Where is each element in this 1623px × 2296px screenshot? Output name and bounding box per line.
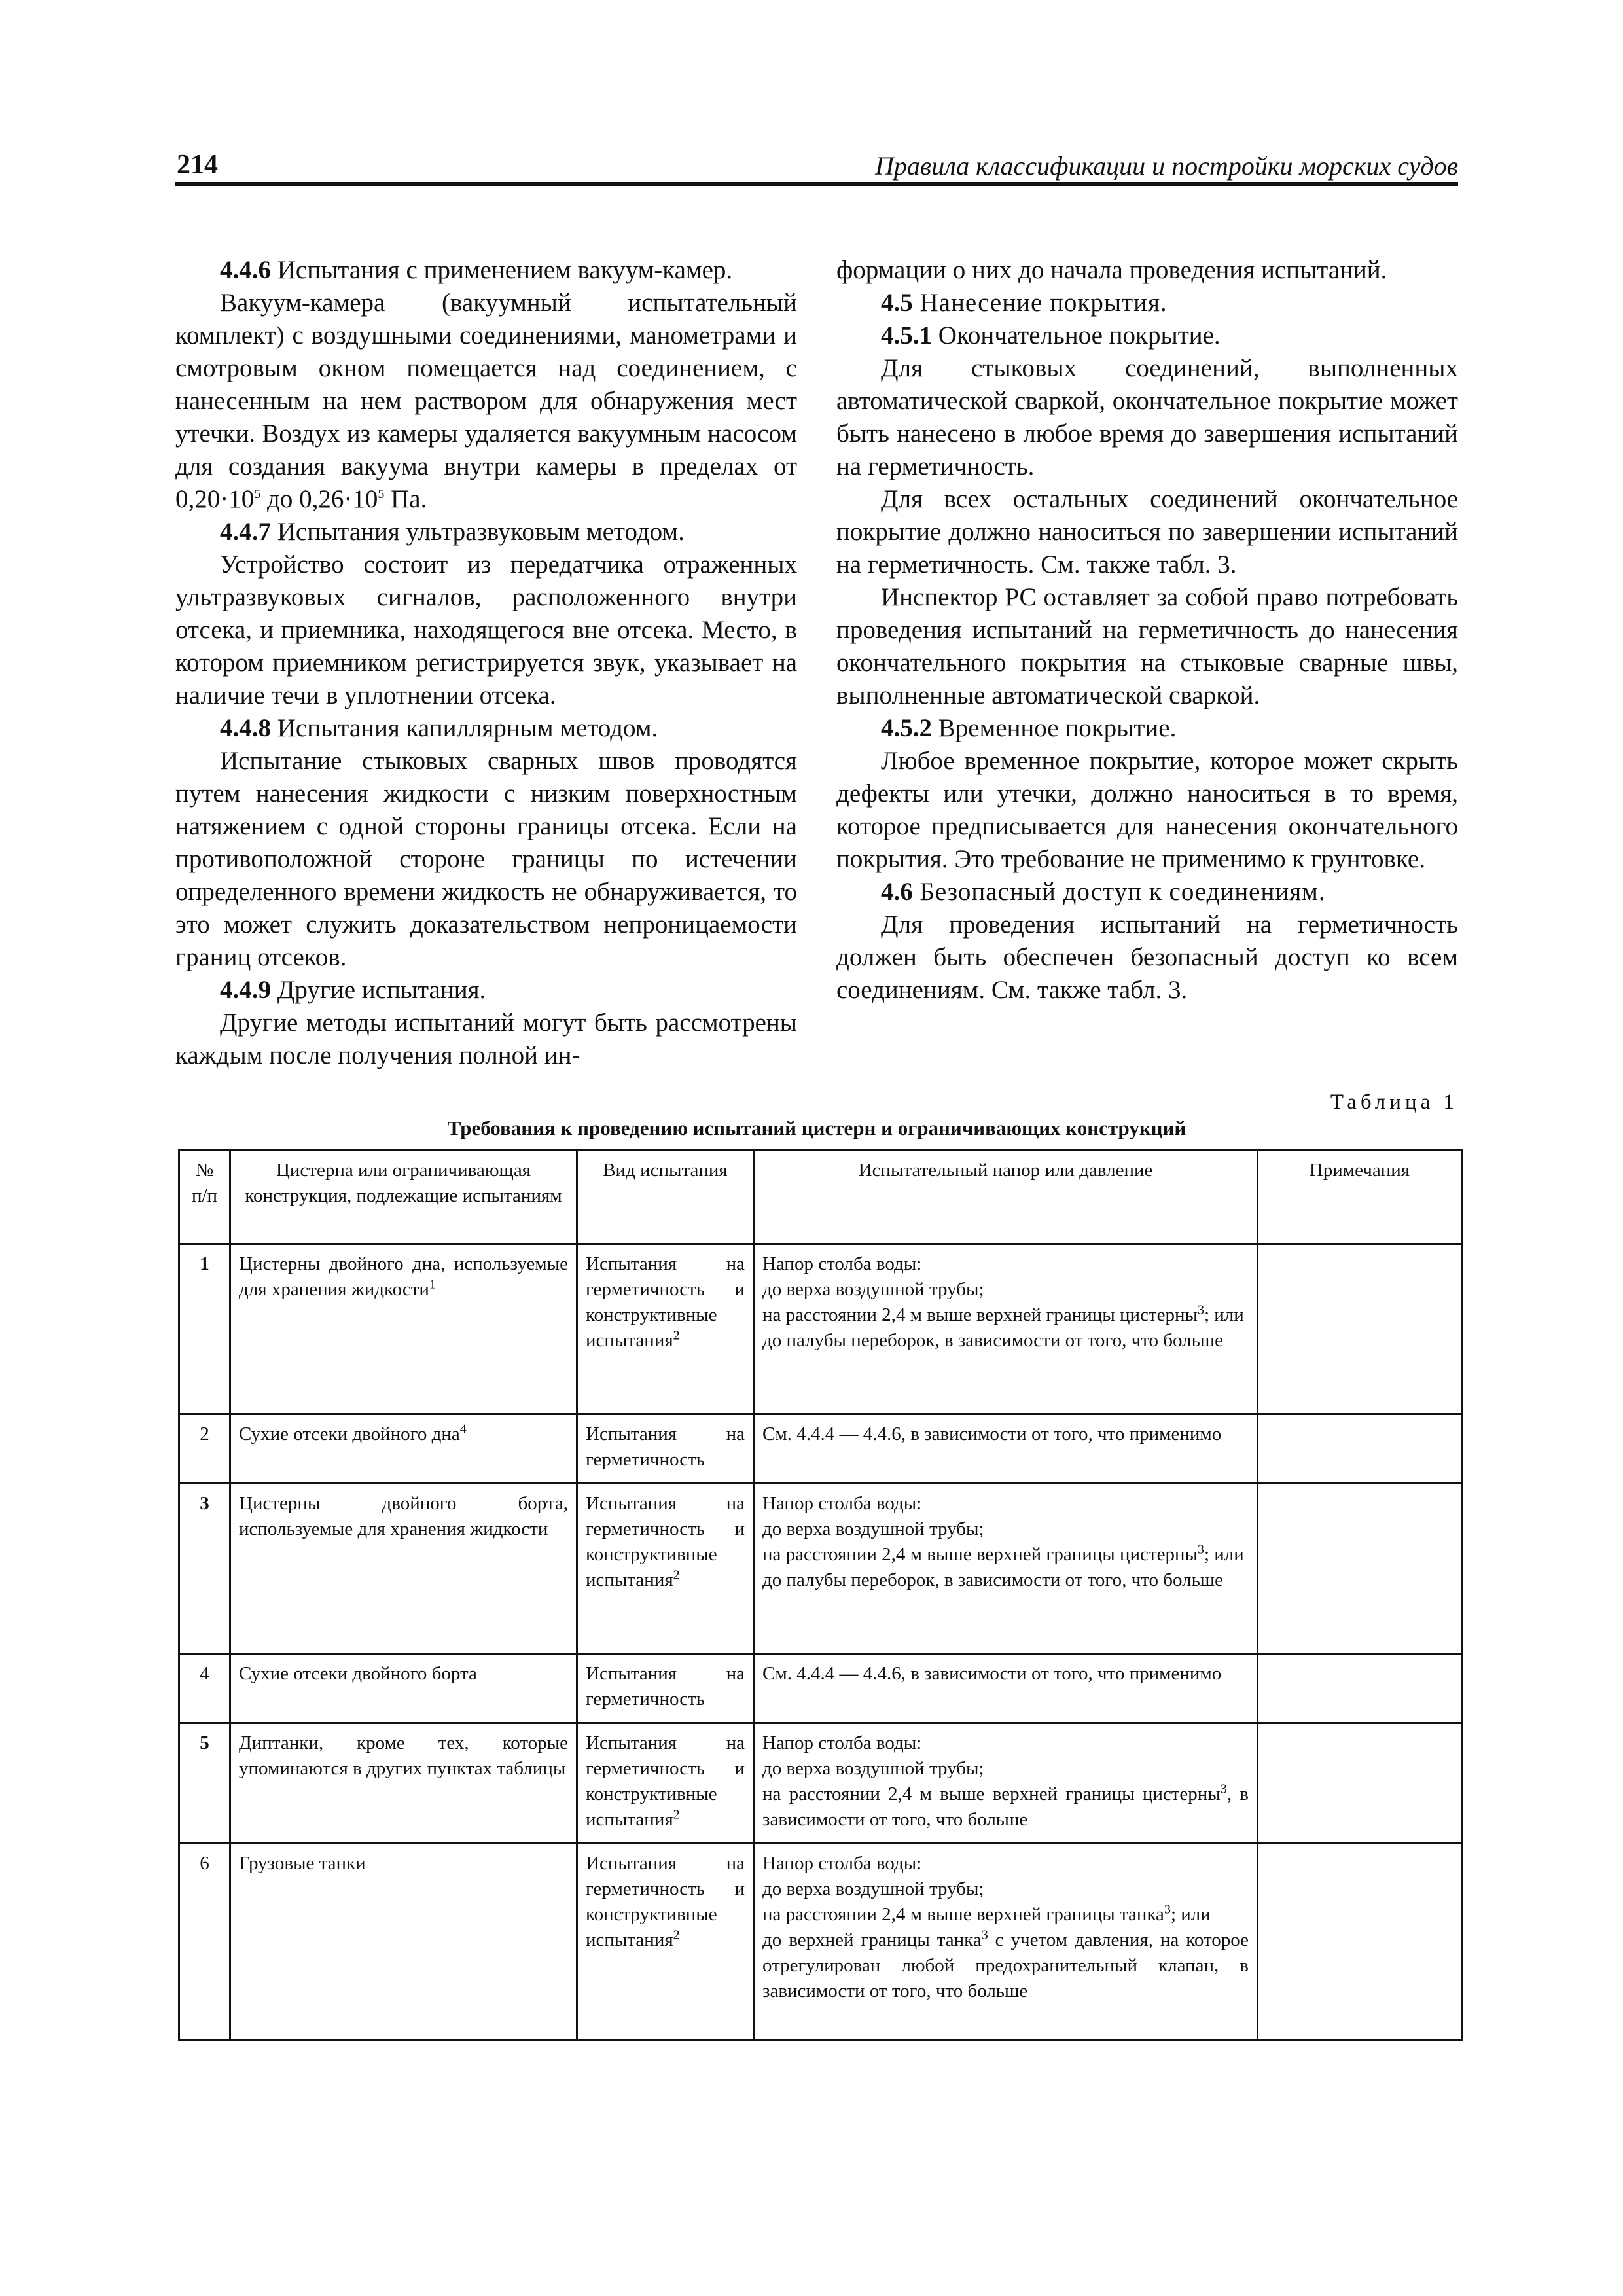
- page-header: [175, 145, 1458, 186]
- notes-cell: [1258, 1654, 1462, 1723]
- notes-cell: [1258, 1414, 1462, 1484]
- table-row: [179, 1244, 1462, 1414]
- pressure-line: до палубы переборок, в зависимости от того, что больше: [762, 1570, 1224, 1590]
- section-heading-4-5-1: [836, 319, 1458, 352]
- structure-cell: Сухие отсеки двойного борта: [230, 1654, 577, 1723]
- section-title: Испытания капиллярным методом.: [271, 714, 658, 742]
- pressure-line: до верха воздушной трубы;: [762, 1878, 984, 1899]
- structure-cell: Цистерны двойного борта, используемые для хранения жидкости: [230, 1484, 577, 1654]
- pressure-text: на расстоянии 2,4 м выше верхней границы цистерны: [762, 1544, 1198, 1565]
- paragraph-text: до 0,26·10: [260, 485, 378, 513]
- table-number: Таблица 1: [1330, 1090, 1458, 1114]
- test-cell: Испытания на герметичность: [577, 1414, 754, 1484]
- pressure-cell: [754, 1244, 1258, 1414]
- table-row: [179, 1484, 1462, 1654]
- notes-cell: [1258, 1844, 1462, 2040]
- footnote-ref: 2: [673, 1328, 680, 1343]
- test-cell: [577, 1244, 754, 1414]
- section-number: 4.4.8: [220, 714, 271, 742]
- pressure-cell: [754, 1844, 1258, 2040]
- test-text: Испытания на герметичность и конструктивные испытания: [586, 1732, 745, 1830]
- header-number: № п/п: [179, 1151, 230, 1244]
- section-title: Временное покрытие.: [932, 714, 1177, 742]
- section-title: Другие испытания.: [271, 976, 486, 1004]
- notes-cell: [1258, 1244, 1462, 1414]
- pressure-text: до верхней границы танка: [762, 1929, 982, 1950]
- table-header-row: [179, 1151, 1462, 1244]
- section-heading-4-4-7: [175, 516, 797, 548]
- pressure-text: на расстоянии 2,4 м выше верхней границы цистерны: [762, 1784, 1221, 1804]
- header-notes: Примечания: [1258, 1151, 1462, 1244]
- section-title: Испытания с применением вакуум-камер.: [271, 256, 733, 284]
- pressure-line: [762, 1928, 1249, 2004]
- footnote-ref: 2: [673, 1807, 680, 1822]
- test-text: Испытания на герметичность и конструктивные испытания: [586, 1253, 745, 1351]
- exponent: 5: [254, 487, 261, 501]
- pressure-line: до палубы переборок, в зависимости от того, что больше: [762, 1330, 1224, 1351]
- paragraph: Для стыковых соединений, выполненных автоматической сваркой, окончательное покрытие может быть нанесено в любое время до завершения испытаний на герметичность.: [836, 354, 1458, 480]
- section-title: Испытания ультразвуковым методом.: [271, 518, 685, 546]
- pressure-line: до верха воздушной трубы;: [762, 1279, 984, 1300]
- paragraph: Для проведения испытаний на герметичность должен быть обеспечен безопасный доступ ко всем соединениям. См. также табл. 3.: [836, 910, 1458, 1004]
- footnote-ref: 4: [459, 1422, 467, 1437]
- pressure-line: до верха воздушной трубы;: [762, 1518, 984, 1539]
- pressure-line: Напор столба воды:: [762, 1253, 922, 1274]
- page-number: 214: [177, 150, 218, 180]
- footnote-ref: 3: [1197, 1542, 1204, 1557]
- section-number: 4.4.7: [220, 518, 271, 546]
- header-pressure: Испытательный напор или давление: [754, 1151, 1258, 1244]
- test-cell: [577, 1484, 754, 1654]
- paragraph-text: Вакуум-камера (вакуумный испытательный комплект) с воздушными соединениями, манометрами и смотровым окном помещается над соединением, с нанесенным на нем раствором для обнаружения мест утечки. Воздух из камеры удаляется вакуумным насосом для создания вакуума внутри камеры в пределах от 0,20·10: [175, 289, 797, 513]
- row-number: 6: [179, 1844, 230, 2040]
- test-cell: [577, 1723, 754, 1844]
- structure-cell: Диптанки, кроме тех, которые упоминаются в других пунктах таблицы: [230, 1723, 577, 1844]
- pressure-line: [762, 1782, 1249, 1833]
- row-number: 2: [179, 1414, 230, 1484]
- section-heading-4-5: [836, 287, 1458, 319]
- pressure-cell: [754, 1723, 1258, 1844]
- table-row: [179, 1654, 1462, 1723]
- pressure-text: , в зависимости от того, что больше: [762, 1784, 1249, 1830]
- table-row: [179, 1723, 1462, 1844]
- paragraph: Любое временное покрытие, которое может скрыть дефекты или утечки, должно наноситься в то время, которое предписывается для нанесения окончательного покрытия. Это требование не применимо к грунтовке.: [836, 747, 1458, 873]
- paragraph: Для всех остальных соединений окончательное покрытие должно наноситься по завершении испытаний на герметичность. См. также табл. 3.: [836, 485, 1458, 579]
- test-cell: [577, 1844, 754, 2040]
- paragraph-continued: формации о них до начала проведения испытаний.: [836, 256, 1387, 284]
- table-row: [179, 1844, 1462, 2040]
- section-number: 4.5.2: [881, 714, 932, 742]
- paragraph-text: Па.: [384, 485, 427, 513]
- footnote-ref: 2: [673, 1928, 680, 1943]
- section-number: 4.5.1: [881, 321, 932, 350]
- test-cell: Испытания на герметичность: [577, 1654, 754, 1723]
- section-heading-4-4-9: [175, 974, 797, 1007]
- pressure-line: до верха воздушной трубы;: [762, 1758, 984, 1779]
- pressure-line: Напор столба воды:: [762, 1493, 922, 1514]
- section-number: 4.4.6: [220, 256, 271, 284]
- footnote-ref: 3: [1197, 1302, 1204, 1318]
- footnote-ref: 2: [673, 1568, 680, 1583]
- table-title: Требования к проведению испытаний цистерн и ограничивающих конструкций: [447, 1117, 1186, 1139]
- row-number: 4: [179, 1654, 230, 1723]
- left-column: [175, 254, 797, 1072]
- pressure-text: на расстоянии 2,4 м выше верхней границы цистерны: [762, 1304, 1198, 1325]
- paragraph: [175, 287, 797, 516]
- section-title: Безопасный доступ к соединениям.: [912, 878, 1326, 906]
- pressure-line: [762, 1902, 1249, 1928]
- pressure-cell: [754, 1484, 1258, 1654]
- footnote-ref: 1: [429, 1277, 436, 1292]
- pressure-text: на расстоянии 2,4 м выше верхней границы танка: [762, 1904, 1164, 1925]
- section-heading-4-6: [836, 876, 1458, 908]
- table-row: [179, 1414, 1462, 1484]
- structure-text: Сухие отсеки двойного дна: [239, 1424, 460, 1444]
- section-number: 4.6: [881, 878, 913, 906]
- paragraph: Другие методы испытаний могут быть рассмотрены каждым после получения полной ин-: [175, 1009, 797, 1069]
- right-column: [836, 254, 1458, 1007]
- pressure-text: с учетом давления, на которое отрегулирован любой предохранительный клапан, в зависимости от того, что больше: [762, 1929, 1249, 2001]
- paragraph: Устройство состоит из передатчика отраженных ультразвуковых сигналов, расположенного внутри отсека, и приемника, находящегося вне отсека. Место, в котором приемником регистрируется звук, указывает на наличие течи в уплотнении отсека.: [175, 550, 797, 709]
- row-number: 3: [179, 1484, 230, 1654]
- pressure-line: Напор столба воды:: [762, 1853, 922, 1874]
- requirements-table: [178, 1149, 1463, 2041]
- section-heading-4-4-6: [175, 254, 797, 287]
- exponent: 5: [378, 487, 385, 501]
- section-number: 4.4.9: [220, 976, 271, 1004]
- structure-cell: Грузовые танки: [230, 1844, 577, 2040]
- paragraph: Испытание стыковых сварных швов проводятся путем нанесения жидкости с низким поверхностным натяжением с одной стороны границы отсека. Если на противоположной стороне границы по истечении определенного времени жидкость не обнаруживается, то это может служить доказательством непроницаемости границ отсеков.: [175, 747, 797, 971]
- pressure-line: Напор столба воды:: [762, 1732, 922, 1753]
- row-number: 5: [179, 1723, 230, 1844]
- row-number: 1: [179, 1244, 230, 1414]
- structure-cell: [230, 1244, 577, 1414]
- pressure-line: [762, 1542, 1249, 1568]
- pressure-text: ; или: [1170, 1904, 1211, 1925]
- header-structure: Цистерна или ограничивающая конструкция, подлежащие испытаниям: [230, 1151, 577, 1244]
- pressure-cell: См. 4.4.4 — 4.4.6, в зависимости от того, что применимо: [754, 1654, 1258, 1723]
- notes-cell: [1258, 1484, 1462, 1654]
- pressure-text: ; или: [1204, 1544, 1244, 1565]
- section-title: Нанесение покрытия.: [912, 289, 1168, 317]
- section-number: 4.5: [881, 289, 913, 317]
- test-text: Испытания на герметичность и конструктивные испытания: [586, 1853, 745, 1950]
- footnote-ref: 3: [981, 1928, 988, 1943]
- pressure-cell: См. 4.4.4 — 4.4.6, в зависимости от того, что применимо: [754, 1414, 1258, 1484]
- section-heading-4-5-2: [836, 712, 1458, 745]
- running-title: Правила классификации и постройки морских судов: [874, 151, 1458, 181]
- test-text: Испытания на герметичность и конструктивные испытания: [586, 1493, 745, 1590]
- structure-text: Цистерны двойного дна, используемые для хранения жидкости: [239, 1253, 568, 1300]
- section-heading-4-4-8: [175, 712, 797, 745]
- footnote-ref: 3: [1220, 1782, 1227, 1797]
- structure-cell: [230, 1414, 577, 1484]
- paragraph: Инспектор РС оставляет за собой право потребовать проведения испытаний на герметичность до нанесения окончательного покрытия на стыковые сварные швы, выполненные автоматической сваркой.: [836, 583, 1458, 709]
- pressure-line: [762, 1302, 1249, 1328]
- header-test-type: Вид испытания: [577, 1151, 754, 1244]
- notes-cell: [1258, 1723, 1462, 1844]
- footnote-ref: 3: [1164, 1902, 1171, 1917]
- pressure-text: ; или: [1204, 1304, 1244, 1325]
- section-title: Окончательное покрытие.: [932, 321, 1221, 350]
